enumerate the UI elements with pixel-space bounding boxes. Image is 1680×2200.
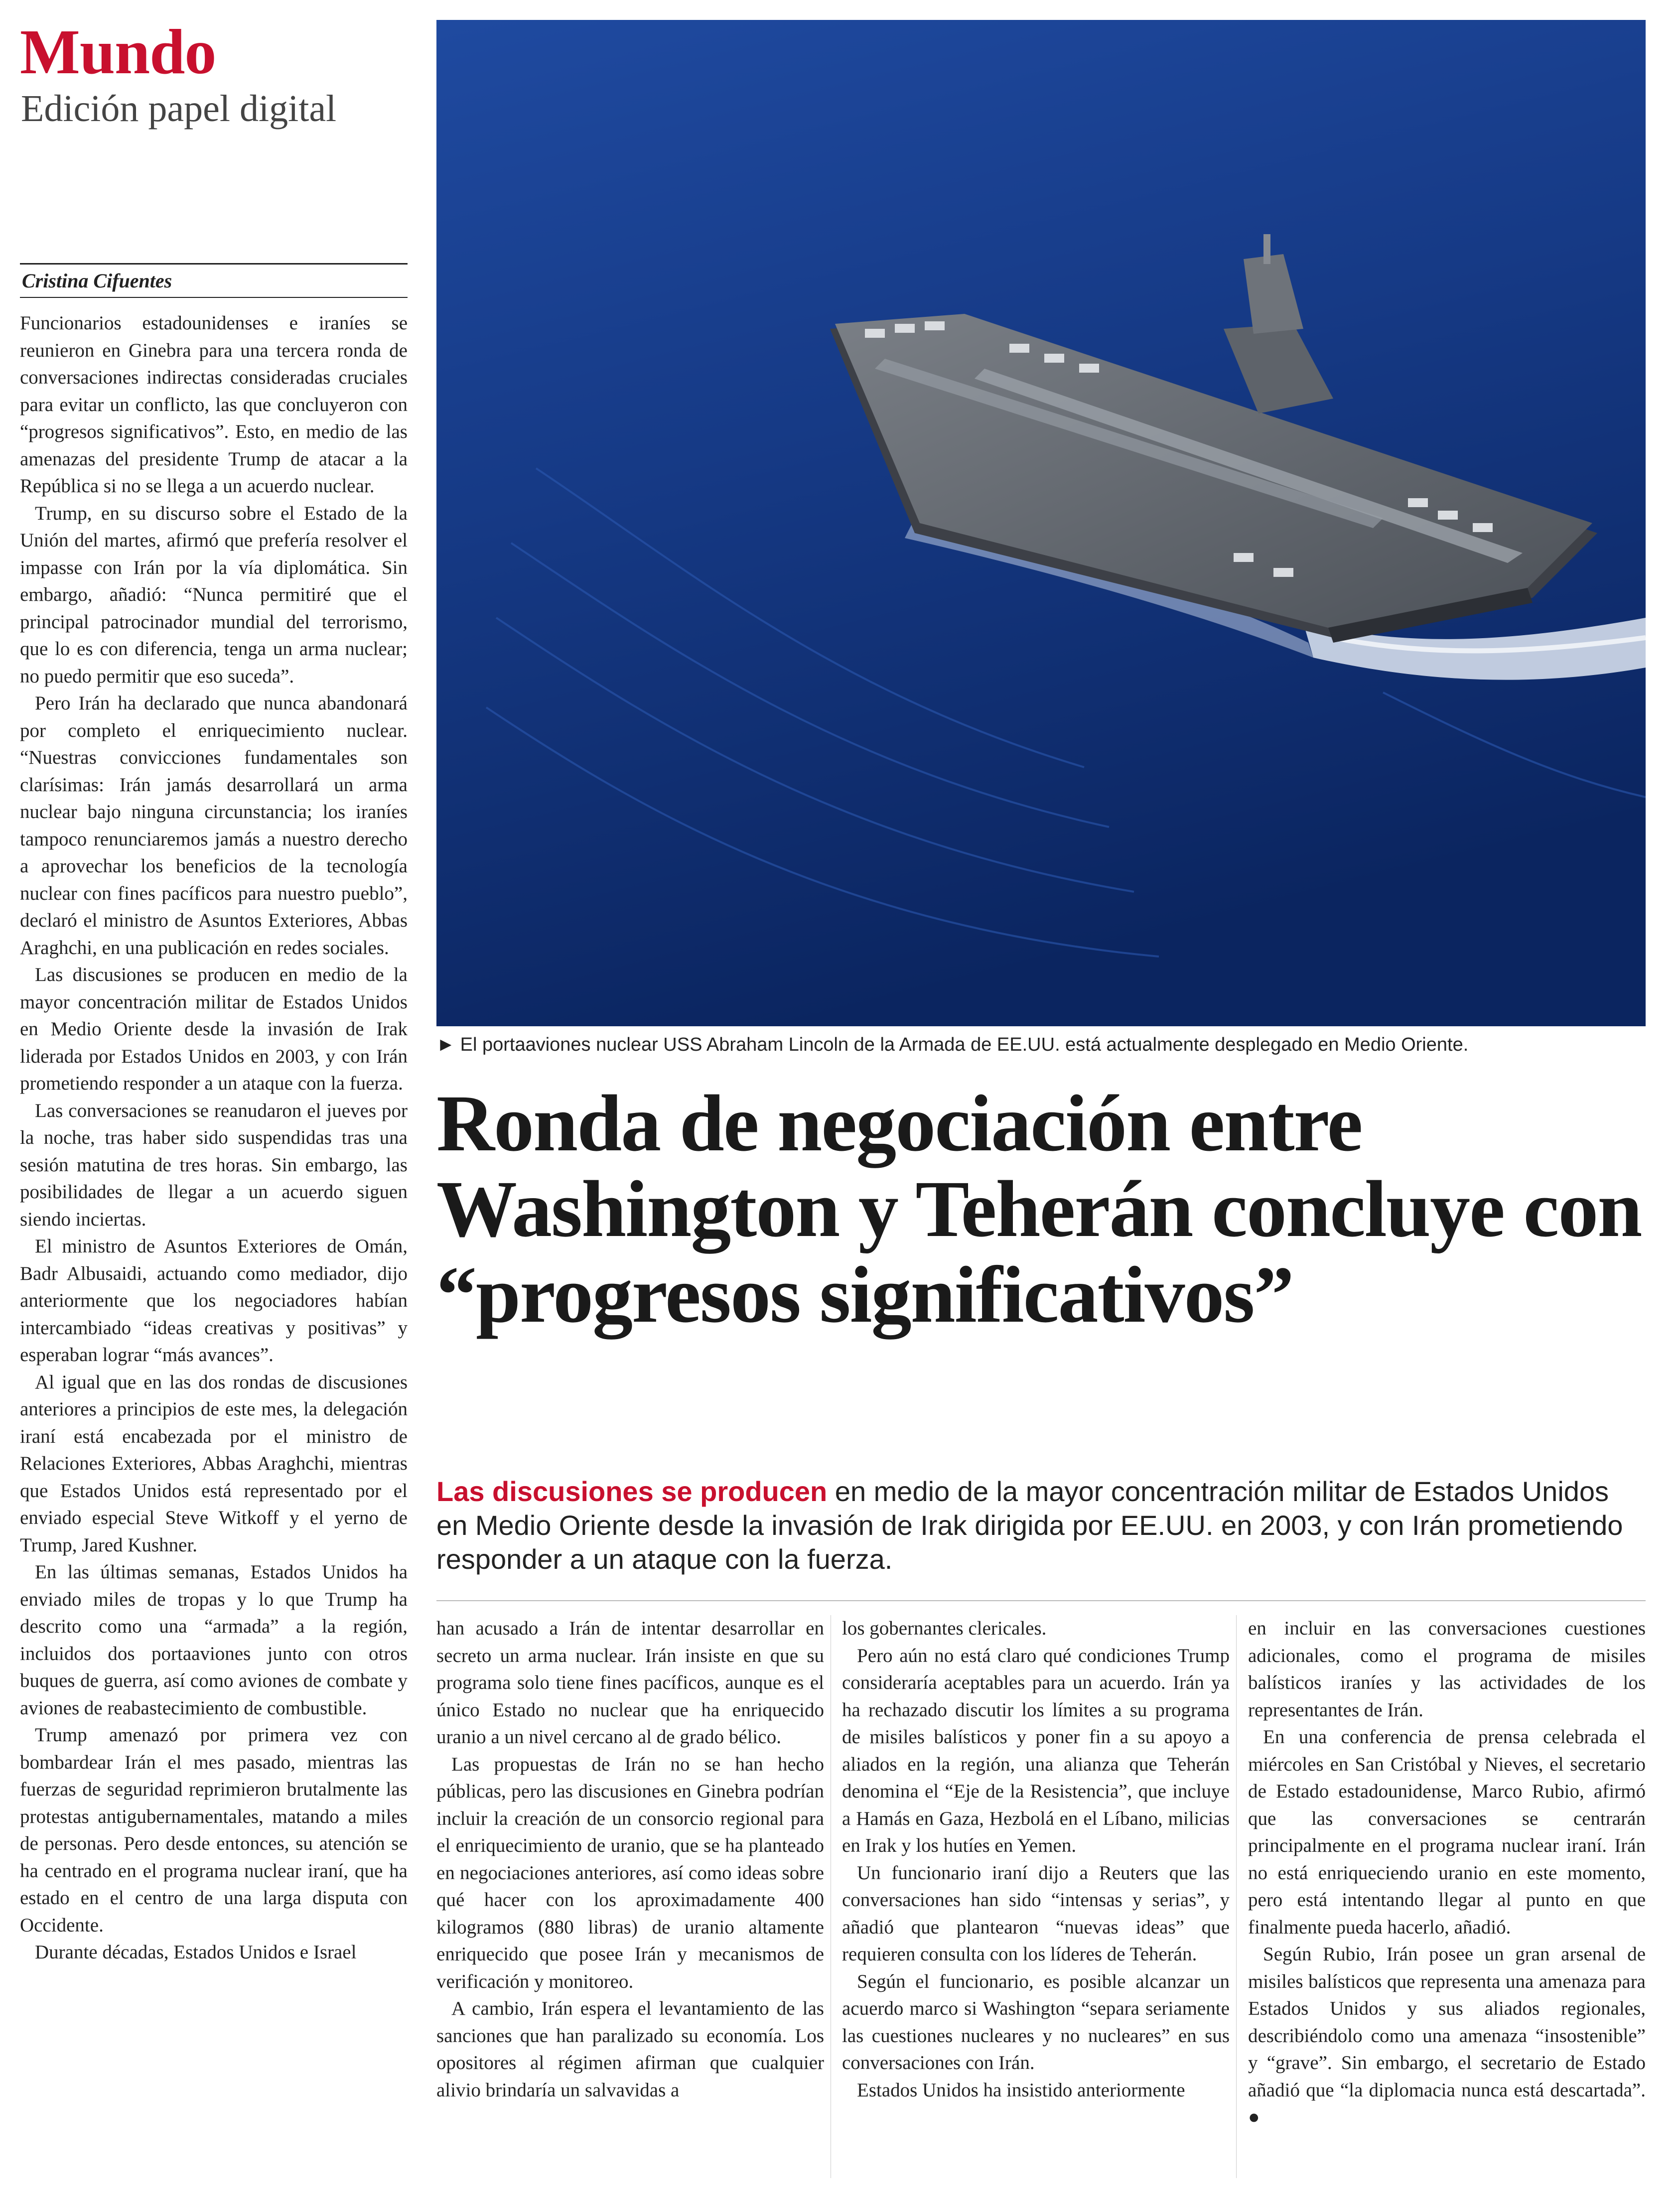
column-divider — [1236, 1615, 1237, 2178]
section-title: Mundo — [20, 16, 216, 87]
paragraph: Durante décadas, Estados Unidos e Israel — [35, 1941, 357, 1963]
paragraph: Pero aún no está claro qué condiciones Trump consideraría aceptables para un acuerdo. Irán ya ha rechazado discutir los límites a su programa de misiles balísticos y poner fin a su apoyo a aliados en la región, una alianza que Teherán denomina el “Eje de la Resistencia”, que incluye a Hamás en Gaza, Hezbolá en el Líbano, milicias en Irak y los hutíes en Yemen. — [842, 1645, 1230, 1856]
paragraph: Trump amenazó por primera vez con bombardear Irán el mes pasado, mientras las fuerzas de seguridad reprimieron brutalmente las protestas antigubernamentales, matando a miles de personas. Pero desde entonces, su atención se ha centrado en el programa nuclear iraní, que ha estado en el centro de una larga disputa con Occidente. — [20, 1724, 408, 1936]
caption-text: El portaaviones nuclear USS Abraham Lincoln de la Armada de EE.UU. está actualmente desplegado en Medio Oriente. — [460, 1034, 1469, 1055]
byline: Cristina Cifuentes — [22, 270, 172, 292]
headline: Ronda de negociación entre Washington y Teherán concluye con “progresos significativos” — [436, 1079, 1642, 1340]
paragraph: El ministro de Asuntos Exteriores de Omán, Badr Albusaidi, actuando como mediador, dijo anteriormente que los negociadores habían intercambiado “ideas creativas y positivas” y esperaban lograr “más avances”. — [20, 1236, 408, 1366]
byline-rule-bottom — [20, 297, 408, 298]
photo-caption — [436, 1034, 1646, 1056]
section-subtitle: Edición papel digital — [21, 88, 337, 130]
paragraph: A cambio, Irán espera el levantamiento de las sanciones que han paralizado su economía. Los opositores al régimen afirman que cualquier alivio brindaría un salvavidas a — [436, 1998, 824, 2101]
dek — [436, 1475, 1646, 1576]
paragraph-text: Según Rubio, Irán posee un gran arsenal de misiles balísticos que representa una amenaza para Estados Unidos y sus aliados regionales, describiéndolo como una amenaza “insostenible” y “grave”. Sin embargo, el secretario de Estado añadió que “la diplomacia nunca está descartada”. — [1248, 1943, 1646, 2101]
article-column-left — [20, 310, 408, 2183]
paragraph: han acusado a Irán de intentar desarrollar en secreto un arma nuclear. Irán insiste en que su programa solo tiene fines pacíficos, aunque es el único Estado no nuclear que ha enriquecido uranio a un nivel cercano al de grado bélico. — [436, 1618, 824, 1748]
paragraph: Al igual que en las dos rondas de discusiones anteriores a principios de este mes, la delegación iraní está encabezada por el ministro de Relaciones Exteriores, Abbas Araghchi, mientras que Estados Unidos está representado por el enviado especial Steve Witkoff y el yerno de Trump, Jared Kushner. — [20, 1371, 408, 1556]
paragraph — [1248, 1941, 1646, 2131]
article-photo — [436, 20, 1646, 1026]
article-column-4 — [1248, 1615, 1646, 2183]
paragraph: Según el funcionario, es posible alcanzar un acuerdo marco si Washington “separa seriamente las cuestiones nucleares y no nucleares” en sus conversaciones con Irán. — [842, 1970, 1230, 2073]
dek-rule — [436, 1600, 1646, 1601]
article-column-2 — [436, 1615, 824, 2183]
paragraph: En una conferencia de prensa celebrada el miércoles en San Cristóbal y Nieves, el secretario de Estado estadounidense, Marco Rubio, afirmó que las conversaciones se centrarán principalmente en el programa nuclear iraní. Irán no está enriqueciendo uranio en este momento, pero está intentando llegar al punto en que finalmente pueda hacerlo, añadió. — [1248, 1726, 1646, 1938]
article-column-3 — [842, 1615, 1230, 2183]
paragraph: Las propuestas de Irán no se han hecho públicas, pero las discusiones en Ginebra podrían incluir la creación de un consorcio regional para el enriquecimiento de uranio, que se ha planteado en negociaciones anteriores, así como ideas sobre qué hacer con los aproximadamente 400 kilogramos (880 libras) de uranio altamente enriquecido que posee Irán y mecanismos de verificación y monitoreo. — [436, 1753, 824, 1992]
paragraph: en incluir en las conversaciones cuestiones adicionales, como el programa de misiles balísticos iraníes y las actividades de los representantes de Irán. — [1248, 1618, 1646, 1721]
dek-lead: Las discusiones se producen — [436, 1476, 828, 1507]
paragraph: Trump, en su discurso sobre el Estado de la Unión del martes, afirmó que prefería resolver el impasse con Irán por la vía diplomática. Sin embargo, añadió: “Nunca permitiré que el principal patrocinador mundial del terrorismo, que lo es con diferencia, tenga un arma nuclear; no puedo permitir que eso suceda”. — [20, 502, 408, 687]
paragraph: En las últimas semanas, Estados Unidos ha enviado miles de tropas y lo que Trump ha descrito como una “armada” a la región, incluidos dos portaaviones junto con otros buques de guerra, así como aviones de combate y aviones de reabastecimiento de combustible. — [20, 1561, 408, 1719]
paragraph: Un funcionario iraní dijo a Reuters que las conversaciones han sido “intensas y serias”, y añadió que plantearon “nuevas ideas” que requieren consulta con los líderes de Teherán. — [842, 1862, 1230, 1965]
paragraph: Las discusiones se producen en medio de la mayor concentración militar de Estados Unidos en Medio Oriente desde la invasión de Irak liderada por Estados Unidos en 2003, y con Irán prometiendo responder a un ataque con la fuerza. — [20, 964, 408, 1094]
end-mark: ● — [1248, 2106, 1260, 2128]
dek-text: en medio de la mayor concentración militar de Estados Unidos en Medio Oriente desde la invasión de Irak dirigida por EE.UU. en 2003, y con Irán prometiendo responder a un ataque con la fuerza. — [436, 1476, 1623, 1575]
paragraph: Funcionarios estadounidenses e iraníes se reunieron en Ginebra para una tercera ronda de conversaciones indirectas consideradas cruciales para evitar un conflicto, las que concluyeron con “progresos significativos”. Esto, en medio de las amenazas del presidente Trump de atacar a la República si no se llega a un acuerdo nuclear. — [20, 312, 408, 497]
paragraph: Las conversaciones se reanudaron el jueves por la noche, tras haber sido suspendidas tras una sesión matutina de tres horas. Sin embargo, las posibilidades de llegar a un acuerdo siguen siendo inciertas. — [20, 1100, 408, 1230]
paragraph: Pero Irán ha declarado que nunca abandonará por completo el enriquecimiento nuclear. “Nuestras convicciones fundamentales son clarísimas: Irán jamás desarrollará un arma nuclear bajo ninguna circunstancia; los iraníes tampoco renunciaremos jamás a nuestro derecho a aprovechar los beneficios de la tecnología nuclear con fines pacíficos para nuestro pueblo”, declaró el ministro de Asuntos Exteriores, Abbas Araghchi, en una publicación en redes sociales. — [20, 692, 408, 959]
paragraph: Estados Unidos ha insistido anteriormente — [857, 2079, 1185, 2101]
byline-rule-top — [20, 263, 408, 265]
caption-marker: ► — [436, 1034, 455, 1055]
paragraph: los gobernantes clericales. — [842, 1618, 1047, 1639]
aircraft-carrier-image — [436, 20, 1646, 1026]
